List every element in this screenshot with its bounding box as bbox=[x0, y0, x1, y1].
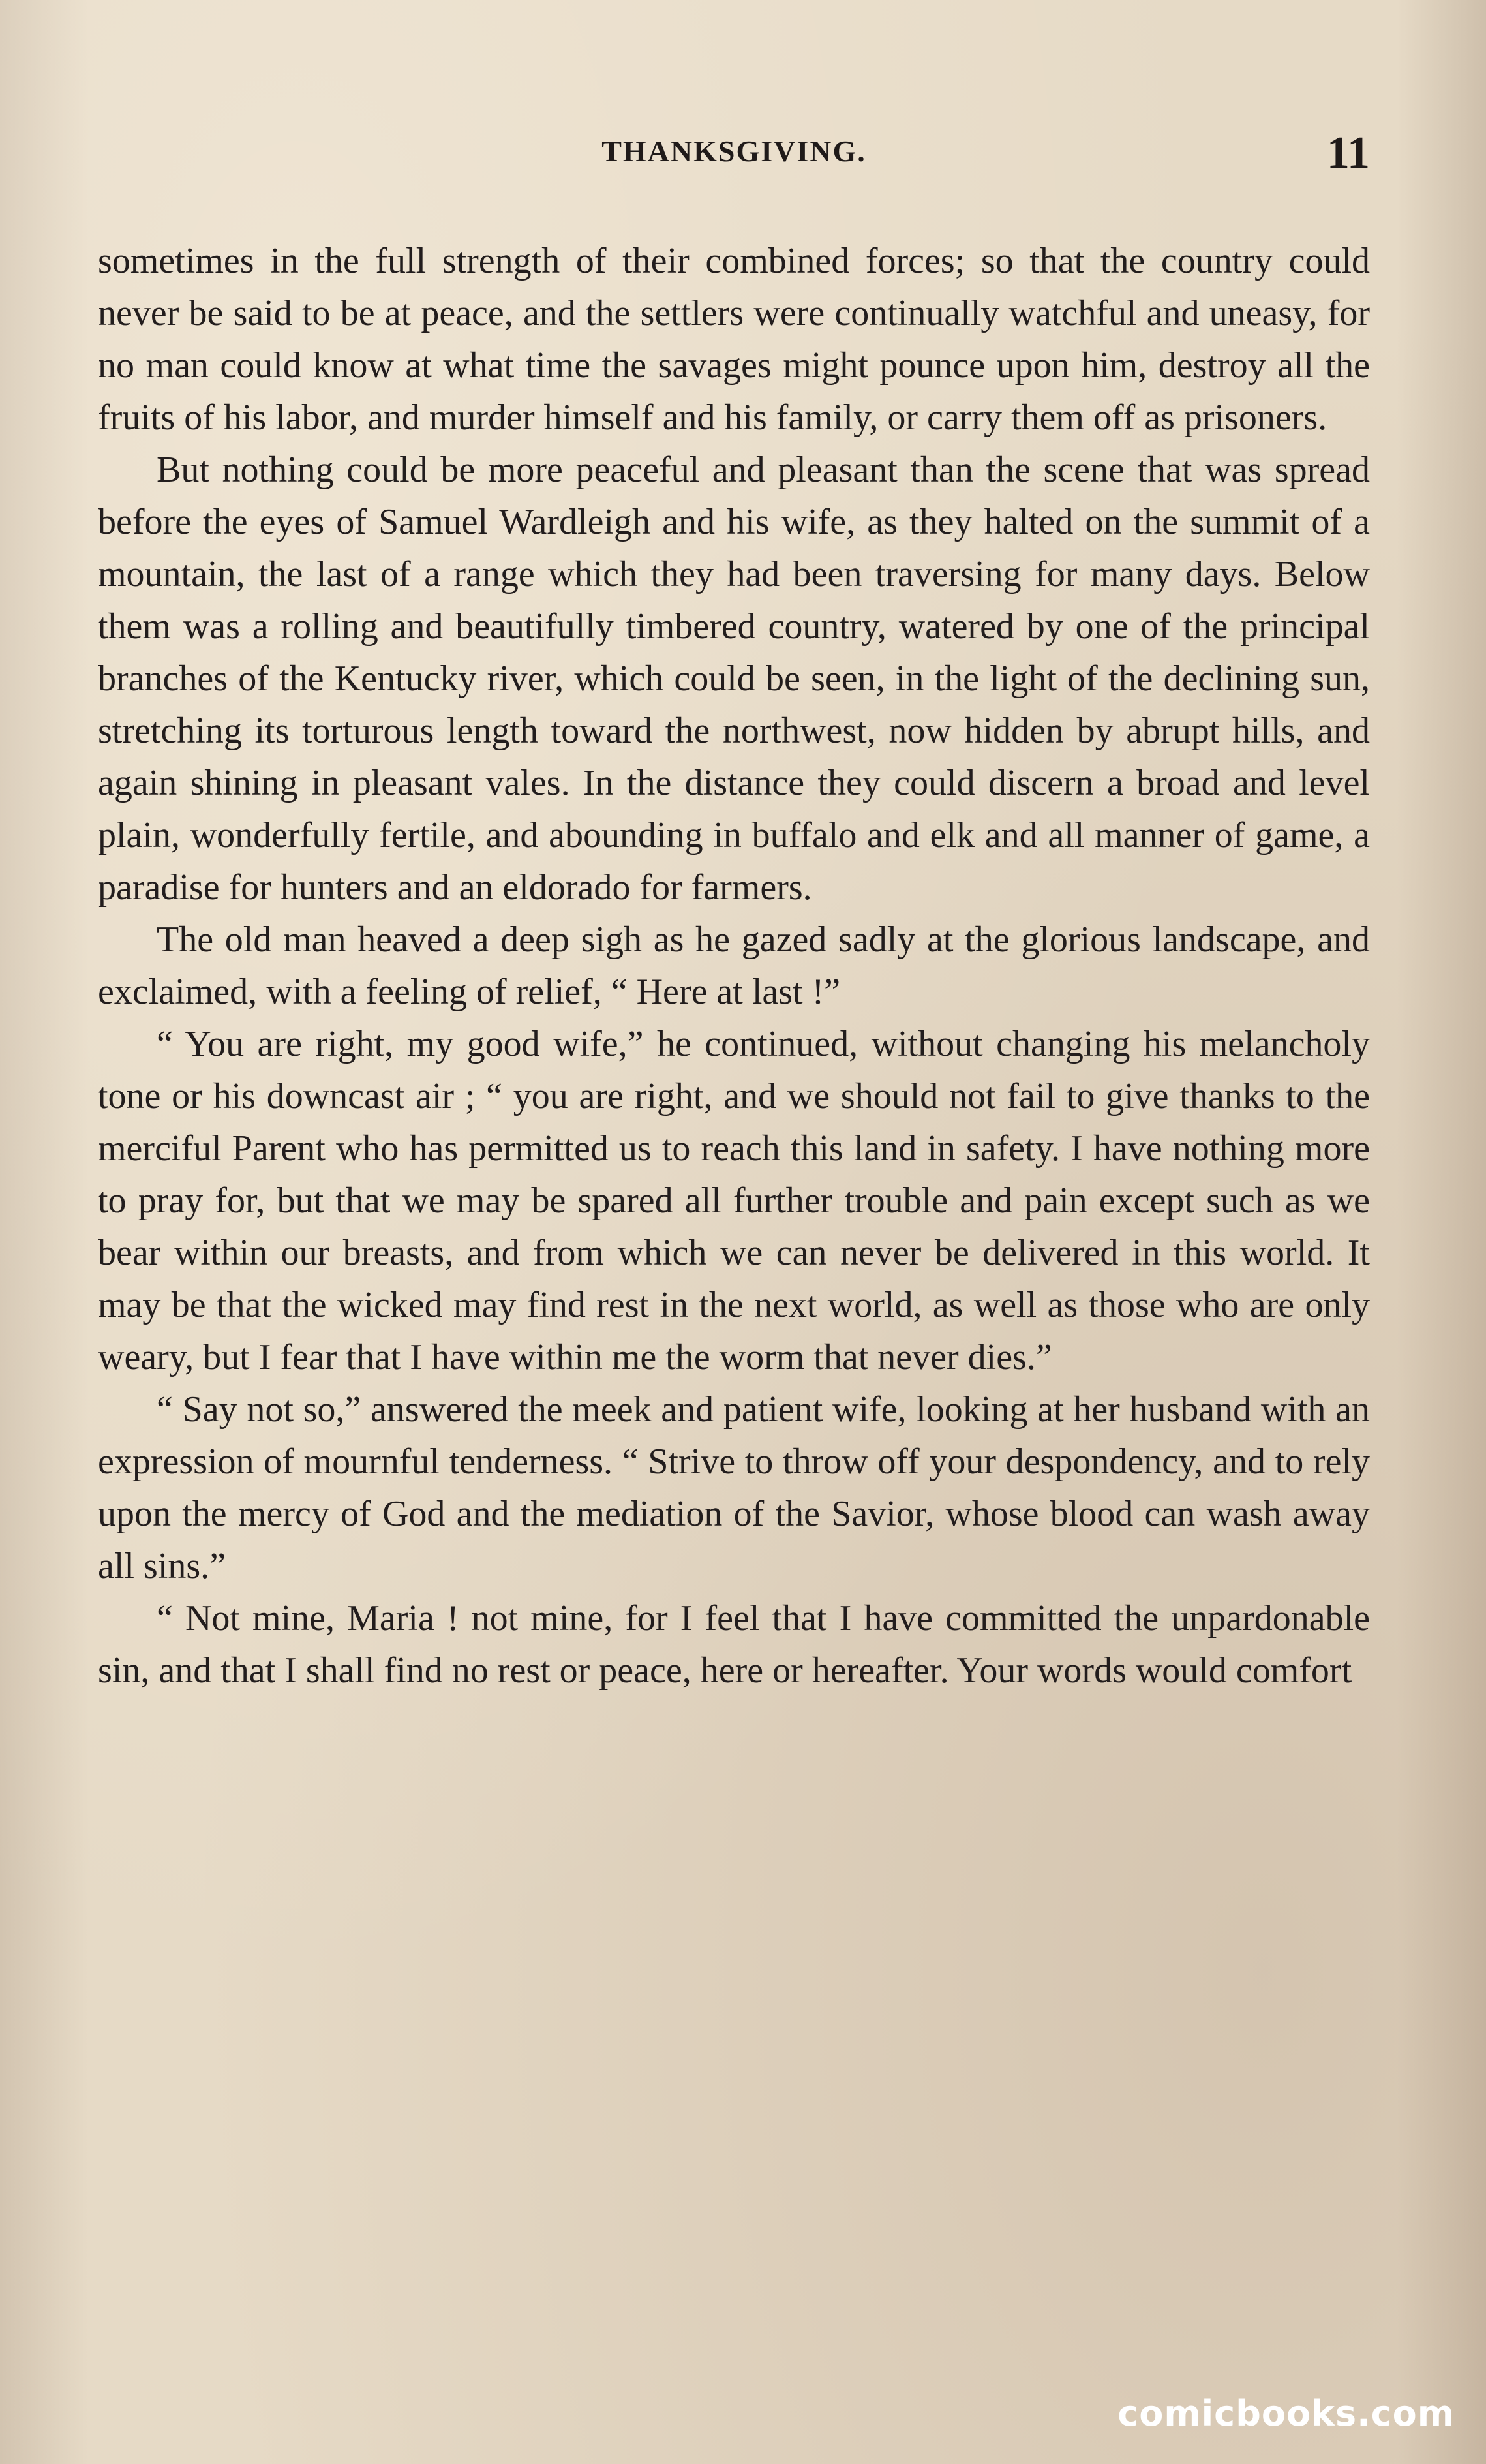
paragraph-3: The old man heaved a deep sigh as he gazed sadly at the glorious landscape, and exclaimed, with a feeling of relief, “ Here at last !” bbox=[98, 919, 1370, 1012]
body-text bbox=[98, 235, 1370, 1697]
page-number: 11 bbox=[1326, 128, 1370, 178]
running-head bbox=[98, 128, 1370, 186]
paragraph-6: “ Not mine, Maria ! not mine, for I feel that I have committed the unpardonable sin, and that I shall find no rest or peace, here or hereafter. Your words would comfort bbox=[98, 1598, 1370, 1691]
paragraph-2: But nothing could be more peaceful and pleasant than the scene that was spread before the eyes of Samuel Wardleigh and his wife, as they halted on the summit of a mountain, the last of a range which they had been traversing for many days. Below them was a rolling and beautifully timbered country, watered by one of the principal branches of the Kentucky river, which could be seen, in the light of the declining sun, stretching its torturous length toward the northwest, now hidden by abrupt hills, and again shining in pleasant vales. In the distance they could discern a broad and level plain, wonderfully fertile, and abounding in buffalo and elk and all manner of game, a paradise for hunters and an eldorado for farmers. bbox=[98, 450, 1370, 908]
paragraph-1: sometimes in the full strength of their combined forces; so that the country could never be said to be at peace, and the settlers were continually watchful and uneasy, for no man could know at what time the savages might pounce upon him, destroy all the fruits of his labor, and murder himself and his family, or carry them off as prisoners. bbox=[98, 241, 1370, 438]
running-title: THANKSGIVING. bbox=[601, 134, 866, 168]
paragraph-5: “ Say not so,” answered the meek and patient wife, looking at her husband with an expression of mournful tenderness. “ Strive to throw off your despondency, and to rely upon the mercy of God and the mediation of the Savior, whose blood can wash away all sins.” bbox=[98, 1389, 1370, 1586]
watermark: comicbooks.com bbox=[1117, 2393, 1455, 2434]
paragraph-4: “ You are right, my good wife,” he continued, without changing his melancholy tone or his downcast air ; “ you are right, and we should not fail to give thanks to the merciful Parent who has permitted us to reach this land in safety. I have nothing more to pray for, but that we may be spared all further trouble and pain except such as we bear within our breasts, and from which we can never be delivered in this world. It may be that the wicked may find rest in the next world, as well as those who are only weary, but I fear that I have within me the worm that never dies.” bbox=[98, 1024, 1370, 1378]
